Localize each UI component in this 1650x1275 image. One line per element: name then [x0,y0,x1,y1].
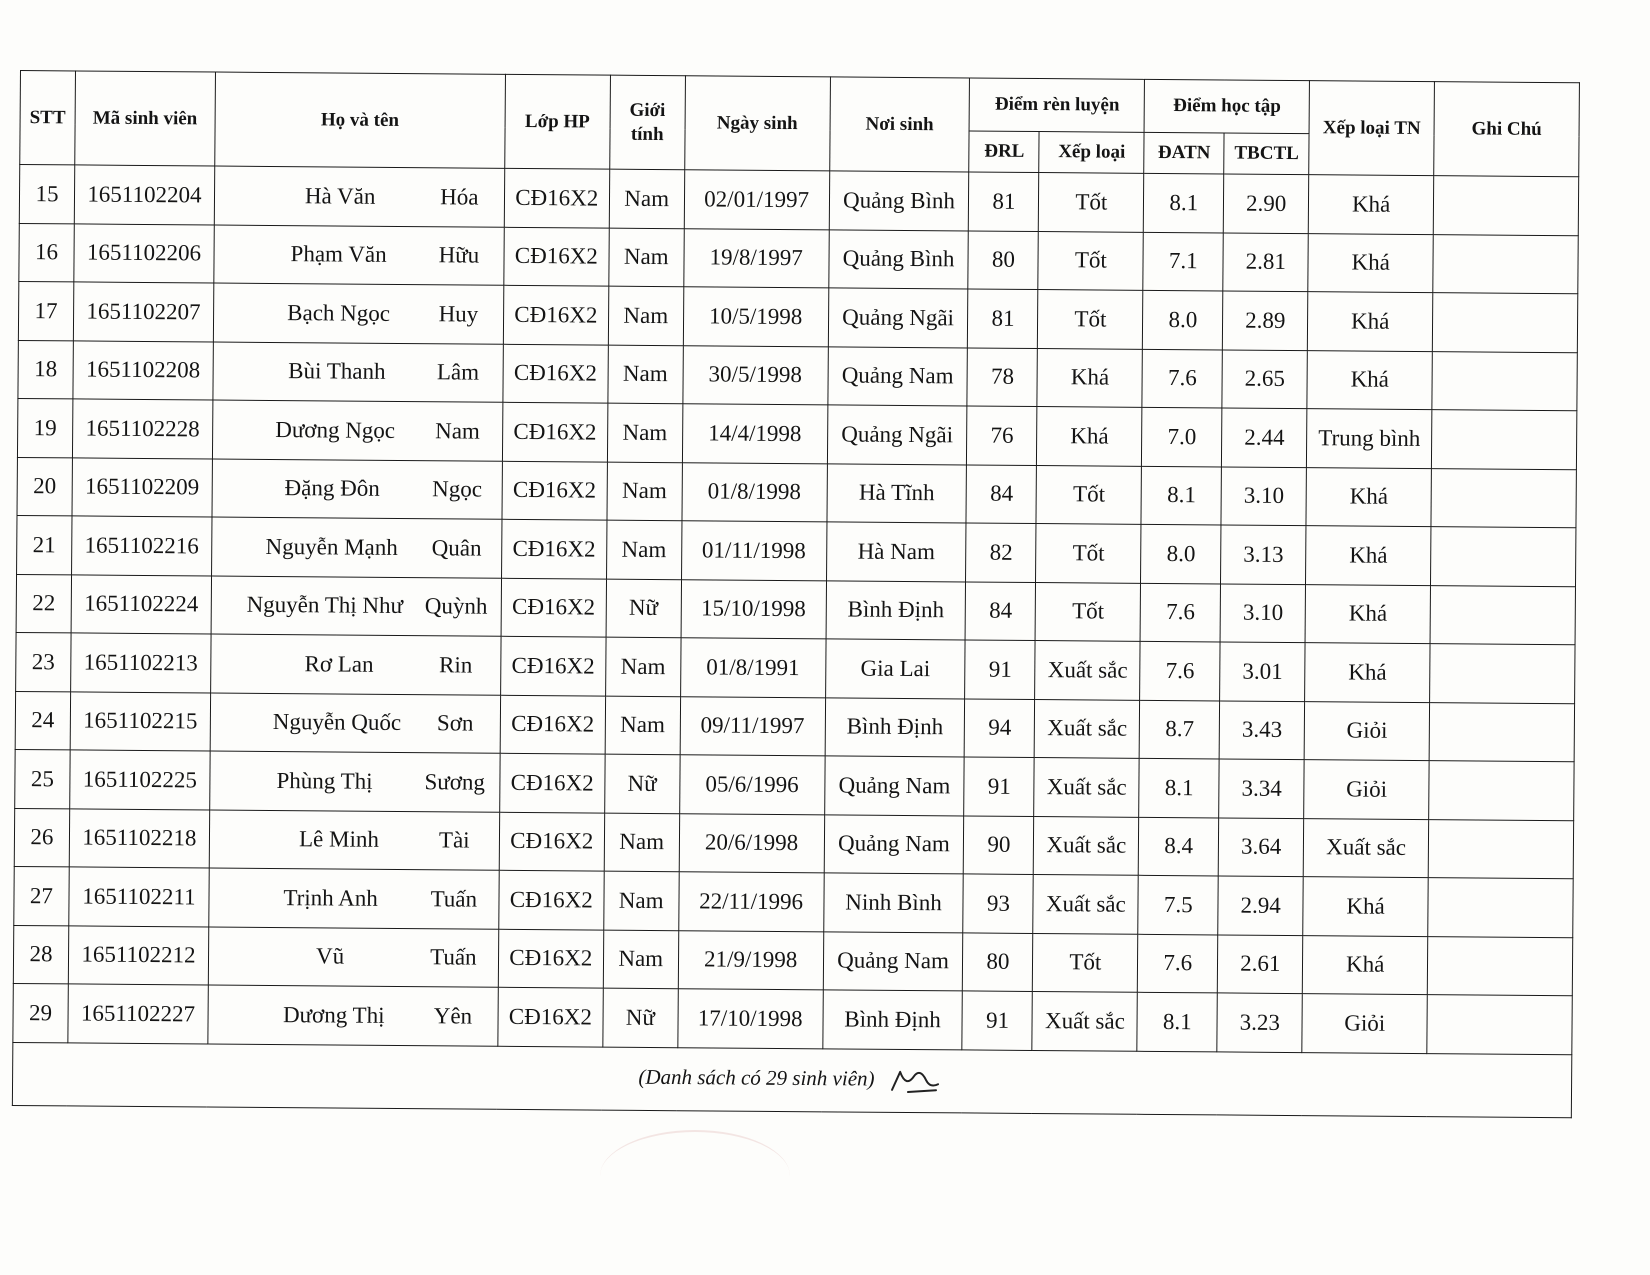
cell-conduct-score: 80 [963,932,1033,991]
cell-class: CĐ16X2 [500,636,605,695]
cell-full-name [213,342,503,403]
cell-birthplace: Bình Định [825,697,965,757]
cell-student-id: 1651102206 [74,223,214,283]
last-middle-name: Phạm Văn [290,241,387,268]
graduation-list-table [12,70,1580,1118]
cell-class: CĐ16X2 [502,402,607,461]
cell-conduct-rank: Xuất sắc [1035,640,1140,699]
cell-conduct-score: 84 [966,464,1036,523]
first-name: Quân [431,534,482,561]
cell-thesis-score: 7.1 [1143,232,1223,291]
cell-full-name [210,693,500,754]
cell-full-name [211,576,501,637]
last-middle-name: Dương Thị [282,1001,385,1028]
cell-notes [1431,468,1576,528]
cell-dob: 15/10/1998 [681,579,826,639]
cell-gender: Nam [605,637,680,696]
cell-dob: 09/11/1997 [680,696,825,756]
cell-grad-rank: Trung bình [1307,409,1432,468]
cell-notes [1432,410,1577,470]
cell-notes [1428,819,1573,879]
cell-thesis-score: 8.1 [1137,992,1217,1051]
cell-stt: 19 [17,398,72,457]
last-middle-name: Trịnh Anh [283,884,378,911]
cell-class: CĐ16X2 [501,578,606,637]
col-header-conduct-rank: Xếp loại [1039,132,1144,174]
cell-gpa: 2.94 [1218,876,1303,935]
cell-dob: 22/11/1996 [678,872,823,932]
cell-conduct-score: 91 [965,640,1035,699]
cell-thesis-score: 8.7 [1139,700,1219,759]
cell-thesis-score: 8.1 [1144,173,1224,232]
cell-gender: Nam [609,228,684,287]
cell-thesis-score: 7.6 [1140,583,1220,642]
cell-birthplace: Hà Nam [826,522,966,582]
cell-notes [1433,234,1578,294]
cell-dob: 20/6/1998 [679,813,824,873]
cell-birthplace: Quảng Nam [824,756,964,816]
col-header-academic-group: Điểm học tập [1144,79,1309,133]
student-count-summary: (Danh sách có 29 sinh viên) [638,1064,875,1091]
cell-student-id: 1651102204 [74,165,214,225]
cell-class: CĐ16X2 [500,753,605,812]
cell-birthplace: Bình Định [822,990,962,1050]
first-name: Ngọc [432,476,483,502]
cell-gpa: 3.01 [1220,642,1305,701]
col-header-conduct-group: Điểm rèn luyện [970,78,1145,132]
col-header-stt: STT [20,71,76,165]
cell-grad-rank: Xuất sắc [1303,818,1428,877]
cell-notes [1433,176,1578,236]
cell-full-name [212,459,502,520]
cell-grad-rank: Khá [1305,643,1430,702]
cell-full-name [214,166,504,227]
last-middle-name: Nguyễn Quốc [272,709,402,736]
cell-stt: 23 [16,632,71,691]
cell-notes [1429,702,1574,762]
cell-conduct-rank: Tốt [1036,523,1141,582]
cell-stt: 24 [15,691,70,750]
first-name: Lâm [436,359,480,385]
cell-dob: 14/4/1998 [682,404,827,464]
cell-dob: 30/5/1998 [683,345,828,405]
col-header-gpa: TBCTL [1224,133,1309,175]
cell-gender: Nam [603,930,678,989]
col-header-conduct-score: ĐRL [969,131,1039,173]
cell-conduct-rank: Xuất sắc [1033,874,1138,933]
cell-birthplace: Hà Tĩnh [827,463,967,523]
last-middle-name: Hà Văn [304,182,376,209]
cell-conduct-rank: Khá [1037,407,1142,466]
cell-gender: Nữ [604,754,679,813]
cell-thesis-score: 8.0 [1141,524,1221,583]
col-header-dob: Ngày sinh [684,76,830,171]
last-middle-name: Bùi Thanh [288,358,386,385]
col-header-notes: Ghi Chú [1434,82,1580,177]
cell-gender: Nam [607,403,682,462]
cell-conduct-rank: Tốt [1036,465,1141,524]
cell-dob: 05/6/1996 [679,755,824,815]
cell-dob: 02/01/1997 [684,170,829,230]
cell-conduct-rank: Tốt [1033,933,1138,992]
cell-dob: 01/8/1998 [682,462,827,522]
cell-student-id: 1651102224 [71,574,211,634]
cell-grad-rank: Giỏi [1304,760,1429,819]
cell-stt: 20 [17,457,72,516]
cell-stt: 21 [17,515,72,574]
cell-stt: 26 [14,808,69,867]
cell-student-id: 1651102207 [73,282,213,342]
cell-dob: 17/10/1998 [678,989,823,1049]
first-name: Quỳnh [424,593,488,619]
cell-grad-rank: Khá [1308,292,1433,351]
cell-grad-rank: Khá [1306,526,1431,585]
cell-conduct-rank: Tốt [1039,173,1144,232]
cell-gender: Nam [608,345,683,404]
last-middle-name: Lê Minh [298,826,380,853]
cell-gpa: 2.65 [1222,349,1307,408]
cell-gpa: 3.64 [1218,817,1303,876]
cell-class: CĐ16X2 [499,870,604,929]
cell-thesis-score: 7.5 [1138,875,1218,934]
cell-notes [1430,644,1575,704]
cell-conduct-score: 78 [967,347,1037,406]
cell-birthplace: Quảng Bình [829,171,969,231]
cell-student-id: 1651102208 [73,340,213,400]
col-header-grad-rank: Xếp loại TN [1309,81,1435,176]
cell-gpa: 3.10 [1221,466,1306,525]
cell-conduct-rank: Xuất sắc [1035,699,1140,758]
cell-full-name [210,751,500,812]
col-header-gender [610,75,686,170]
cell-stt: 15 [19,165,74,224]
cell-notes [1429,761,1574,821]
cell-gpa: 2.81 [1223,232,1308,291]
cell-gpa: 3.23 [1217,993,1302,1052]
cell-grad-rank: Khá [1303,935,1428,994]
header-row [20,71,1579,136]
cell-birthplace: Gia Lai [825,639,965,699]
cell-full-name [211,634,501,695]
cell-notes [1427,995,1572,1055]
col-header-class: Lớp HP [505,74,611,169]
cell-thesis-score: 8.0 [1143,290,1223,349]
last-middle-name: Vũ [316,943,345,969]
cell-stt: 25 [15,749,70,808]
cell-student-id: 1651102211 [69,867,209,927]
cell-stt: 28 [13,925,68,984]
last-middle-name: Dương Ngọc [275,416,396,443]
cell-student-id: 1651102228 [72,399,212,459]
cell-gpa: 2.61 [1218,934,1303,993]
cell-full-name [213,283,503,344]
cell-student-id: 1651102218 [69,808,209,868]
first-name: Sơn [436,710,474,736]
last-middle-name: Rơ Lan [304,651,374,677]
cell-notes [1427,936,1572,996]
cell-class: CĐ16X2 [503,285,608,344]
cell-notes [1428,878,1573,938]
cell-thesis-score: 7.6 [1138,934,1218,993]
cell-gpa: 3.43 [1219,700,1304,759]
cell-thesis-score: 8.1 [1141,466,1221,525]
cell-class: CĐ16X2 [498,929,603,988]
cell-student-id: 1651102216 [71,516,211,576]
cell-class: CĐ16X2 [504,168,609,227]
cell-dob: 01/8/1991 [680,638,825,698]
cell-stt: 29 [13,983,68,1042]
col-header-full-name: Họ và tên [215,72,506,168]
cell-student-id: 1651102209 [72,457,212,517]
cell-stt: 17 [18,281,73,340]
cell-conduct-score: 90 [964,815,1034,874]
col-header-thesis-score: ĐATN [1144,132,1224,174]
cell-student-id: 1651102227 [68,984,208,1044]
cell-gpa: 3.13 [1221,525,1306,584]
first-name: Hóa [440,184,479,210]
cell-grad-rank: Khá [1307,350,1432,409]
last-middle-name: Nguyễn Mạnh [265,533,398,560]
cell-conduct-score: 80 [968,230,1038,289]
cell-birthplace: Quảng Nam [824,814,964,874]
cell-gender: Nữ [606,579,681,638]
footer-cell [12,1042,1571,1117]
cell-stt: 27 [14,866,69,925]
cell-class: CĐ16X2 [500,695,605,754]
cell-birthplace: Quảng Ngãi [827,405,967,465]
last-middle-name: Bạch Ngọc [287,299,391,326]
cell-class: CĐ16X2 [499,812,604,871]
cell-dob: 19/8/1997 [684,228,829,288]
cell-conduct-score: 93 [963,874,1033,933]
cell-gender: Nam [609,169,684,228]
cell-student-id: 1651102215 [70,691,210,751]
cell-thesis-score: 7.0 [1142,407,1222,466]
cell-gpa: 2.44 [1222,408,1307,467]
cell-grad-rank: Khá [1305,584,1430,643]
cell-conduct-rank: Khá [1037,348,1142,407]
cell-stt: 18 [18,340,73,399]
cell-notes [1432,351,1577,411]
last-middle-name: Nguyễn Thị Như [246,592,404,619]
first-name: Huy [438,301,479,327]
cell-gpa: 3.10 [1220,583,1305,642]
cell-stt: 22 [16,574,71,633]
first-name: Tài [438,827,470,853]
cell-grad-rank: Khá [1308,175,1433,234]
cell-conduct-score: 94 [965,698,1035,757]
cell-gpa: 2.90 [1224,174,1309,233]
cell-stt: 16 [19,223,74,282]
cell-class: CĐ16X2 [503,344,608,403]
last-middle-name: Phùng Thị [276,767,373,794]
cell-birthplace: Quảng Nam [827,346,967,406]
cell-gender: Nam [604,871,679,930]
cell-birthplace: Ninh Bình [823,873,963,933]
cell-dob: 01/11/1998 [681,521,826,581]
last-middle-name: Đặng Đôn [284,475,380,502]
first-name: Yên [433,1003,473,1029]
cell-birthplace: Quảng Bình [828,229,968,289]
cell-birthplace: Quảng Nam [823,931,963,991]
cell-gender: Nữ [603,988,678,1047]
cell-notes [1432,293,1577,353]
cell-student-id: 1651102212 [68,925,208,985]
cell-class: CĐ16X2 [504,227,609,286]
footer-row [12,1042,1571,1117]
first-name: Rin [438,652,473,678]
table-body [13,165,1579,1055]
cell-conduct-rank: Tốt [1038,231,1143,290]
first-name: Hữu [438,242,480,268]
cell-thesis-score: 7.6 [1140,641,1220,700]
cell-grad-rank: Khá [1306,467,1431,526]
cell-gender: Nam [604,813,679,872]
col-header-student-id: Mã sinh viên [75,71,216,166]
cell-full-name [209,868,499,929]
cell-birthplace: Bình Định [826,580,966,640]
cell-thesis-score: 8.4 [1139,817,1219,876]
cell-full-name [208,985,498,1046]
cell-gpa: 3.34 [1219,759,1304,818]
cell-conduct-rank: Tốt [1035,582,1140,641]
cell-class: CĐ16X2 [498,987,603,1046]
cell-conduct-rank: Tốt [1038,290,1143,349]
cell-gender: Nam [605,696,680,755]
col-header-birthplace: Nơi sinh [829,77,970,172]
cell-conduct-rank: Xuất sắc [1034,757,1139,816]
cell-conduct-score: 81 [969,172,1039,231]
cell-full-name [212,400,502,461]
cell-thesis-score: 7.6 [1142,349,1222,408]
cell-grad-rank: Khá [1303,877,1428,936]
cell-full-name [208,927,498,988]
cell-conduct-score: 91 [962,991,1032,1050]
cell-gender: Nam [608,286,683,345]
cell-dob: 21/9/1998 [678,930,823,990]
first-name: Nam [435,418,480,444]
initials-signature [886,1065,946,1095]
cell-thesis-score: 8.1 [1139,758,1219,817]
cell-conduct-score: 76 [967,406,1037,465]
cell-gender: Nam [607,462,682,521]
col-header-gender-label: Giới tính [629,99,666,145]
cell-grad-rank: Giỏi [1302,994,1427,1053]
cell-notes [1430,585,1575,645]
cell-full-name [209,810,499,871]
cell-gender: Nam [606,520,681,579]
cell-class: CĐ16X2 [502,461,607,520]
cell-conduct-rank: Xuất sắc [1032,991,1137,1050]
first-name: Tuấn [430,944,477,970]
faded-stamp [600,1130,790,1222]
cell-conduct-score: 84 [966,581,1036,640]
cell-gpa: 2.89 [1223,291,1308,350]
cell-class: CĐ16X2 [501,519,606,578]
cell-conduct-score: 91 [964,757,1034,816]
cell-dob: 10/5/1998 [683,287,828,347]
cell-conduct-rank: Xuất sắc [1034,816,1139,875]
cell-full-name [211,517,501,578]
cell-conduct-score: 82 [966,523,1036,582]
cell-grad-rank: Giỏi [1304,701,1429,760]
cell-student-id: 1651102213 [71,633,211,693]
cell-grad-rank: Khá [1308,233,1433,292]
cell-birthplace: Quảng Ngãi [828,288,968,348]
cell-notes [1431,527,1576,587]
cell-conduct-score: 81 [968,289,1038,348]
first-name: Tuấn [430,886,478,912]
cell-student-id: 1651102225 [70,750,210,810]
cell-full-name [214,225,504,286]
first-name: Sương [424,768,486,795]
